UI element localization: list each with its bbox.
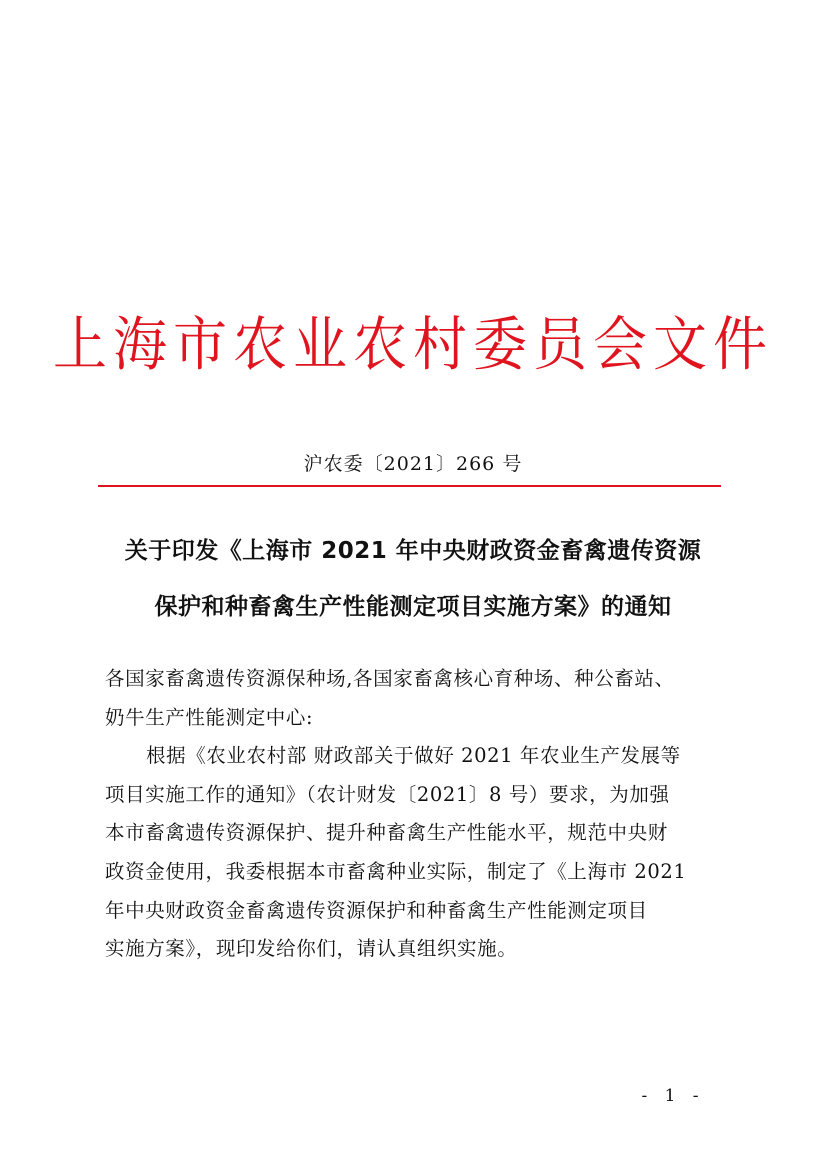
paragraph-line-4: 政资金使用，我委根据本市畜禽种业实际，制定了《上海市 2021: [105, 859, 687, 883]
red-separator-line: [98, 485, 721, 487]
paragraph-line-5: 年中央财政资金畜禽遗传资源保护和种畜禽生产性能测定项目: [105, 898, 648, 922]
masthead-title: 上海市农业农村委员会文件: [53, 310, 773, 379]
addressee-line-1: 各国家畜禽遗传资源保种场,各国家畜禽核心育种场、种公畜站、: [105, 667, 675, 690]
paragraph-line-3: 本市畜禽遗传资源保护、提升种畜禽生产性能水平，规范中央财: [105, 821, 668, 845]
paragraph-line-1: 根据《农业农村部 财政部关于做好 2021 年农业生产发展等: [146, 744, 681, 768]
paragraph-line-6: 实施方案》，现印发给你们，请认真组织实施。: [105, 937, 518, 961]
document-title-line-2: 保护和种畜禽生产性能测定项目实施方案》的通知: [154, 594, 672, 620]
paragraph-line-2: 项目实施工作的通知》（农计财发〔2021〕8 号）要求，为加强: [105, 782, 670, 806]
document-title-line-1: 关于印发《上海市 2021 年中央财政资金畜禽遗传资源: [124, 538, 702, 564]
document-number: 沪农委〔2021〕266 号: [303, 453, 523, 475]
addressee-line-2: 奶牛生产性能测定中心:: [105, 705, 314, 729]
page-number: - 1 -: [641, 1086, 705, 1106]
document-body: [105, 660, 727, 969]
